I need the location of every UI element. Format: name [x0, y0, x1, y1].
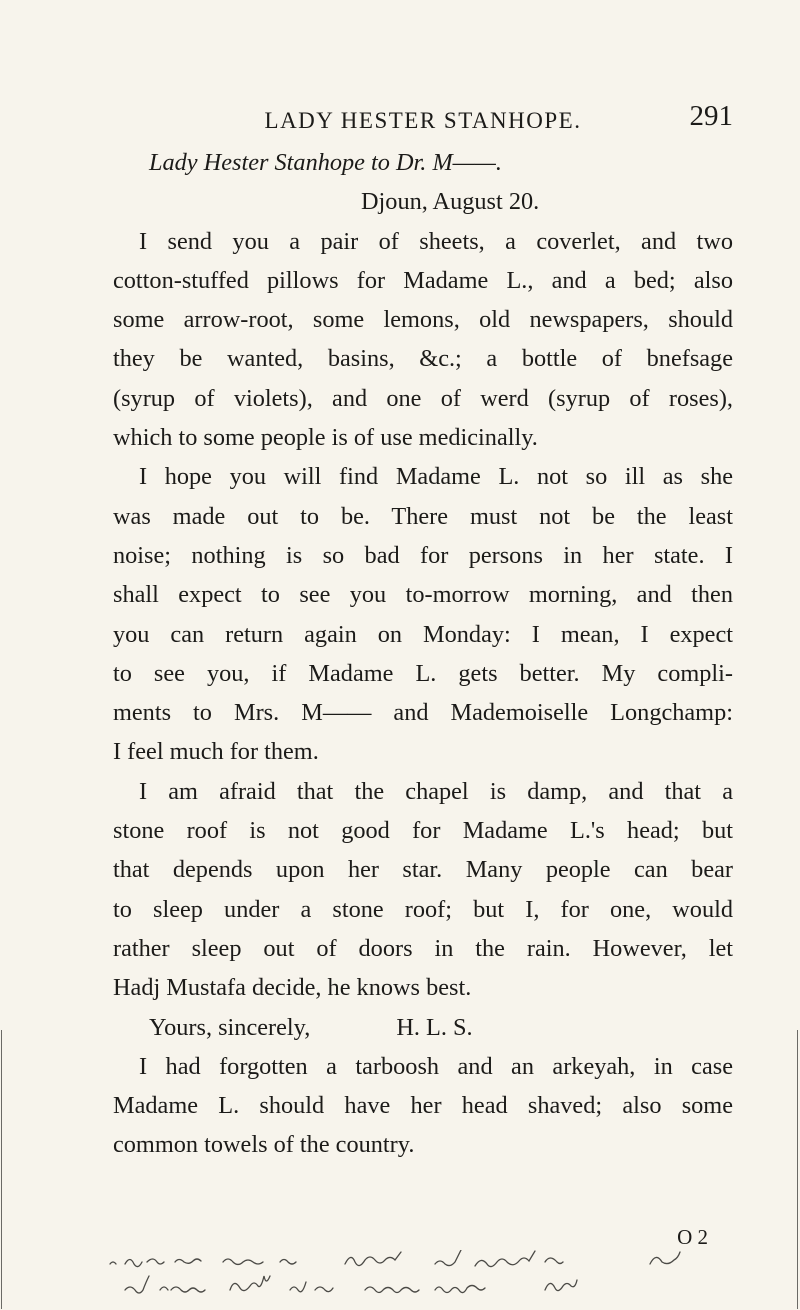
- postscript-line: Madame L. should have her head shaved; also some: [113, 1092, 733, 1120]
- body-line: was made out to be. There must not be the least: [113, 502, 733, 530]
- postscript-line: common towels of the country.: [113, 1131, 415, 1159]
- body-line: noise; nothing is so bad for persons in her state. I: [113, 541, 733, 569]
- handwritten-annotation: [105, 1250, 765, 1310]
- body-line: they be wanted, basins, &c.; a bottle of bnefsage: [113, 345, 733, 373]
- signoff: [113, 1008, 733, 1047]
- right-page-edge: [797, 1030, 798, 1309]
- page-number: 291: [689, 100, 733, 132]
- body-line: (syrup of violets), and one of werd (syrup of roses),: [113, 384, 733, 412]
- body-line: stone roof is not good for Madame L.'s head; but: [113, 817, 733, 845]
- body-line: Hadj Mustafa decide, he knows best.: [113, 974, 472, 1002]
- body-line: to see you, if Madame L. gets better. My compli-: [113, 659, 733, 687]
- body-line: ments to Mrs. M—— and Mademoiselle Longchamp:: [113, 699, 733, 727]
- signoff-initials: H. L. S.: [396, 1013, 473, 1041]
- signoff-text: Yours, sincerely,: [149, 1013, 311, 1041]
- body-line: to sleep under a stone roof; but I, for one, would: [113, 895, 733, 923]
- body-line: cotton-stuffed pillows for Madame L., and a bed; also: [113, 266, 733, 294]
- body-line: some arrow-root, some lemons, old newspapers, should: [113, 306, 733, 334]
- letter-caption: Lady Hester Stanhope to Dr. M——.: [149, 149, 502, 176]
- body-line: that depends upon her star. Many people can bear: [113, 856, 733, 884]
- letter-body: [113, 143, 733, 1165]
- body-line: which to some people is of use medicinally.: [113, 424, 538, 452]
- body-line: rather sleep out of doors in the rain. However, let: [113, 934, 733, 962]
- body-line: I feel much for them.: [113, 738, 319, 766]
- signature-mark: O 2: [677, 1225, 708, 1249]
- body-line: you can return again on Monday: I mean, I expect: [113, 620, 733, 648]
- body-line: I send you a pair of sheets, a coverlet, and two: [139, 227, 733, 255]
- body-line: I am afraid that the chapel is damp, and that a: [139, 777, 733, 805]
- running-title: LADY HESTER STANHOPE.: [264, 108, 582, 133]
- body-line: I hope you will find Madame L. not so ill as she: [139, 463, 733, 491]
- body-line: shall expect to see you to-morrow morning, and then: [113, 581, 733, 609]
- postscript-line: I had forgotten a tarboosh and an arkeyah, in case: [139, 1052, 733, 1080]
- running-head: [113, 96, 733, 136]
- dateline: Djoun, August 20.: [361, 188, 540, 216]
- left-page-edge: [1, 1030, 2, 1309]
- signature-area: [113, 1220, 733, 1254]
